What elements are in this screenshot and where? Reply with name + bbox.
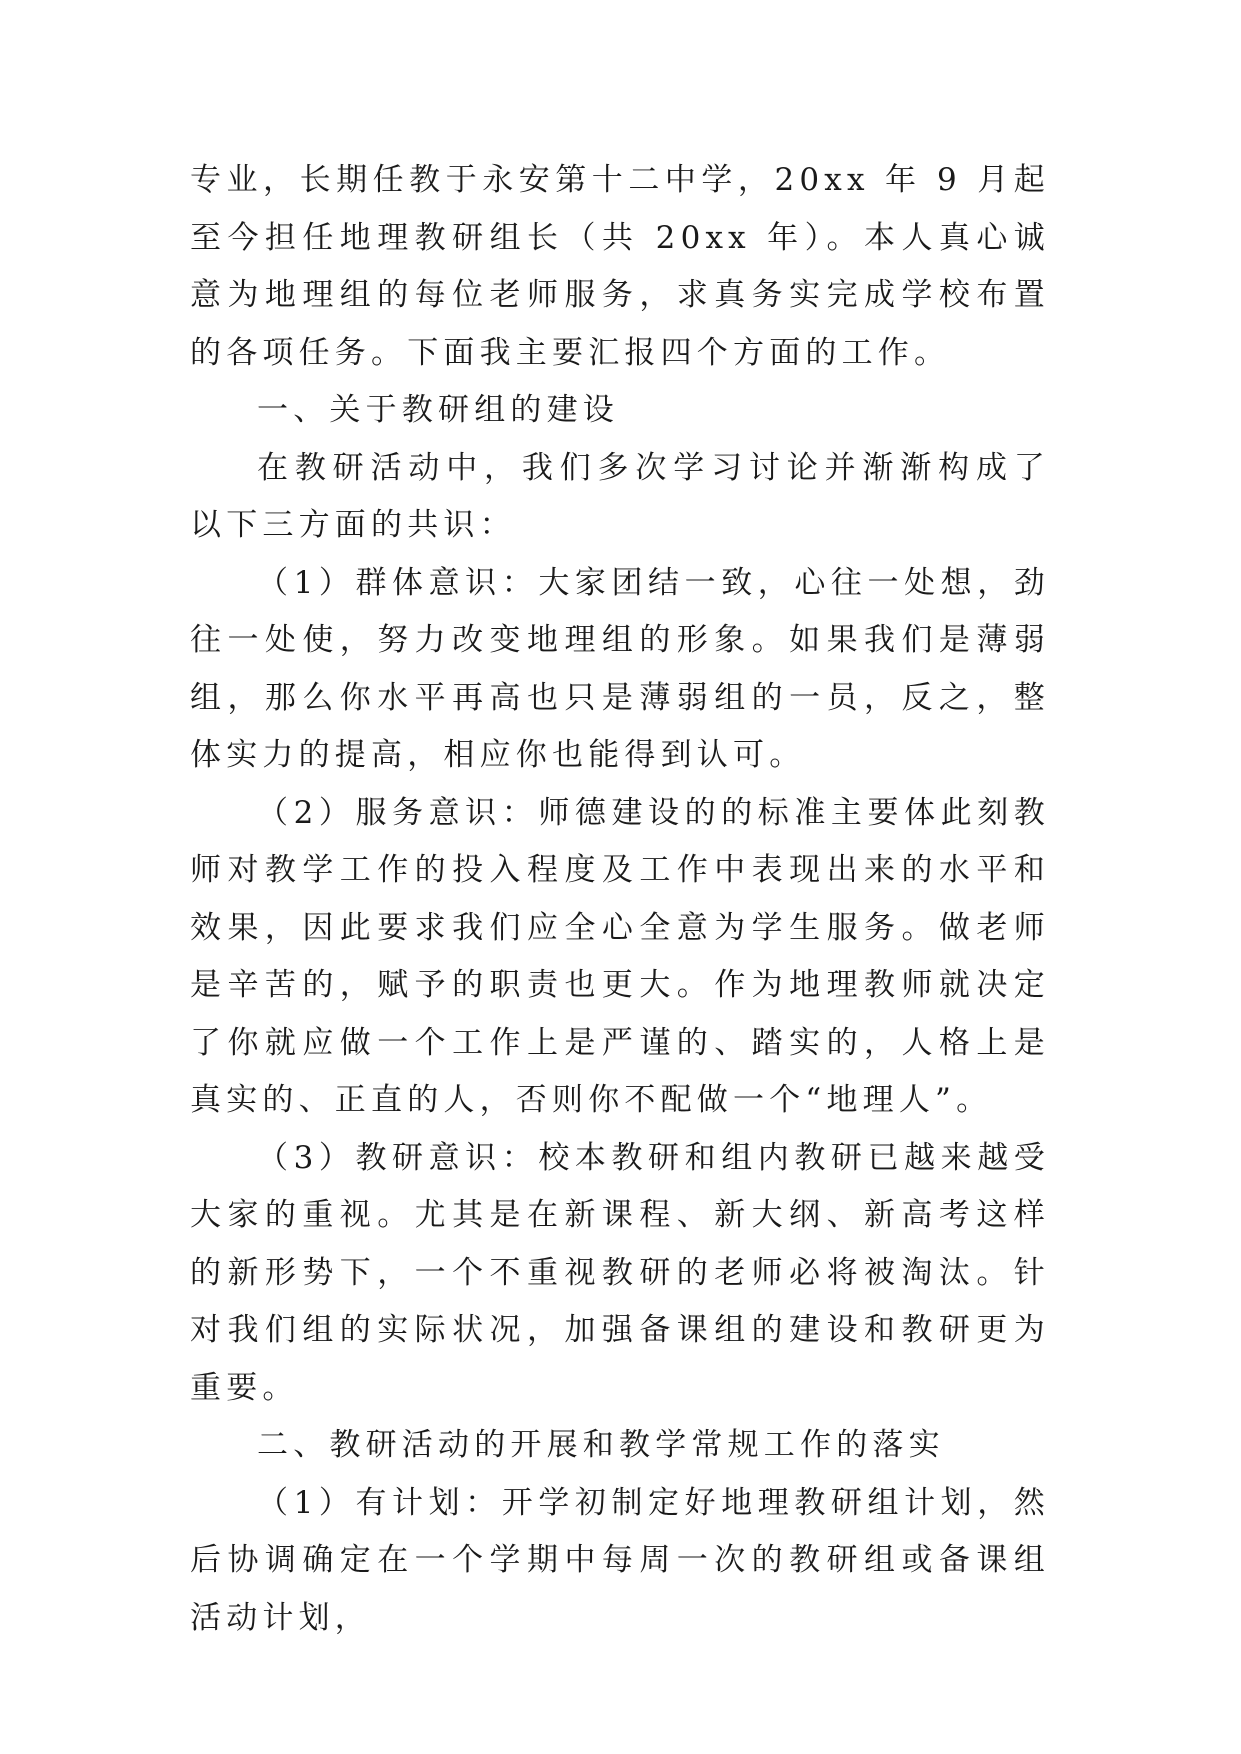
paragraph-intro: 专业，长期任教于永安第十二中学，20xx 年 9 月起至今担任地理教研组长（共 20xx 年）。本人真心诚意为地理组的每位老师服务，求真务实完成学校布置的各项任务。下面我主要汇报四个方面的工作。 xyxy=(190,162,1050,371)
paragraph-research-awareness: （3）教研意识：校本教研和组内教研已越来越受大家的重视。尤其是在新课程、新大纲、新高考这样的新形势下，一个不重视教研的老师必将被淘汰。针对我们组的实际状况，加强备课组的建设和教研更为重要。 xyxy=(190,1139,1050,1406)
paragraph-group-awareness: （1）群体意识：大家团结一致，心往一处想，劲往一处使，努力改变地理组的形象。如果我们是薄弱组，那么你水平再高也只是薄弱组的一员，反之，整体实力的提高，相应你也能得到认可。 xyxy=(190,564,1050,773)
section-heading-1: 一、关于教研组的建设 xyxy=(257,392,619,428)
document-body xyxy=(190,152,1050,1647)
paragraph-consensus: 在教研活动中，我们多次学习讨论并渐渐构成了以下三方面的共识： xyxy=(190,449,1050,543)
section-heading-2: 二、教研活动的开展和教学常规工作的落实 xyxy=(257,1427,945,1463)
paragraph-service-awareness: （2）服务意识：师德建设的的标准主要体此刻教师对教学工作的投入程度及工作中表现出来的水平和效果，因此要求我们应全心全意为学生服务。做老师是辛苦的，赋予的职责也更大。作为地理教师就决定了你就应做一个工作上是严谨的、踏实的，人格上是真实的、正直的人，否则你不配做一个“地理人”。 xyxy=(190,794,1050,1118)
paragraph-planning: （1）有计划：开学初制定好地理教研组计划，然后协调确定在一个学期中每周一次的教研组或备课组活动计划， xyxy=(190,1484,1050,1636)
